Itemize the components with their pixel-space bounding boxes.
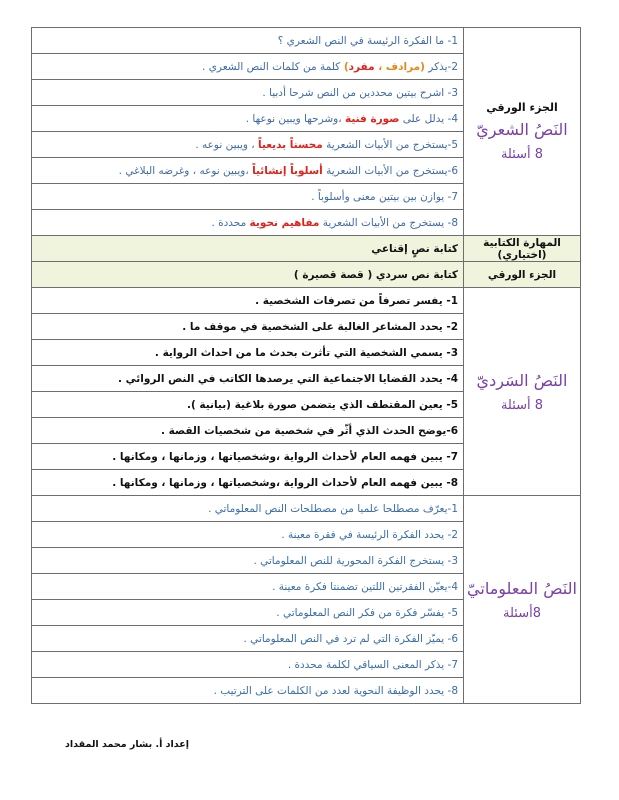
info-question-3: 3- يستخرج الفكرة المحورية للنص المعلوماتي . — [32, 548, 464, 574]
poetic-question-7: 7- يوازن بين بيتين معنى وأسلوباً . — [32, 184, 464, 210]
info-row-1 — [32, 496, 581, 522]
poetic-row-1 — [32, 28, 581, 54]
narrative-question-5: 5- يعين المقتطف الذي يتضمن صورة بلاغية (بيانية ). — [32, 392, 464, 418]
poetic-q6-part-a: 6-يستخرج من الأبيات الشعرية — [322, 164, 458, 177]
narrative-question-6: 6-يوضح الحدث الذي أثّر في شخصية من شخصيات القصة . — [32, 418, 464, 444]
narrative-section-label — [464, 288, 581, 496]
poetic-q2-part-e: كلمة من كلمات النص الشعري . — [202, 60, 341, 73]
info-question-5: 5- يفسّر فكرة من فكر النص المعلوماتي . — [32, 600, 464, 626]
writing-row-1 — [32, 236, 581, 262]
poetic-question-2 — [32, 54, 464, 80]
narrative-question-1: 1- يفسر تصرفاً من تصرفات الشخصية . — [32, 288, 464, 314]
poetic-q6-part-b: أسلوباً إنشائياً — [252, 164, 323, 177]
poetic-q8-part-b: مفاهيم نحوية — [249, 216, 320, 229]
narrative-question-3: 3- يسمي الشخصية التي تأثرت بحدث ما من احداث الرواية . — [32, 340, 464, 366]
narrative-count: 8 أسئلة — [500, 397, 544, 413]
narrative-row-1 — [32, 288, 581, 314]
poetic-q8-part-c: محددة . — [211, 216, 250, 229]
poetic-section-label — [464, 28, 581, 236]
poetic-q2-part-a: 2-يذكر — [424, 60, 458, 73]
info-count: 8أسئلة — [503, 605, 541, 621]
poetic-q4-part-c: ،وشرحها ويبين نوعها . — [245, 112, 345, 125]
poetic-q5-part-b: محسناً بديعياً — [258, 138, 323, 151]
poetic-question-8 — [32, 210, 464, 236]
poetic-q5-part-c: ، ويبين نوعه . — [195, 138, 259, 151]
writing-task-2: كتابة نص سردي ( قصة قصيرة ) — [32, 262, 464, 288]
poetic-count: 8 أسئلة — [500, 147, 544, 162]
info-question-6: 6- يميّز الفكرة التي لم ترد في النص المعلوماتي . — [32, 626, 464, 652]
poetic-q2-part-d: ) — [340, 60, 349, 73]
poetic-q2-part-c: مفرد — [348, 60, 375, 73]
poetic-q2-part-b: (مرادف ، — [374, 60, 425, 73]
info-question-7: 7- يذكر المعنى السياقي لكلمة محددة . — [32, 652, 464, 678]
exam-spec-table — [31, 27, 581, 704]
poetic-question-4 — [32, 106, 464, 132]
writing-task-1: كتابة نصٍ إقناعي — [32, 236, 464, 262]
narrative-question-7: 7- يبين فهمه العام لأحداث الرواية ،وشخصياتها ، وزمانها ، ومكانها . — [32, 444, 464, 470]
info-question-2: 2- يحدد الفكرة الرئيسة في فقرة معينة . — [32, 522, 464, 548]
poetic-q6-part-c: ،ويبين نوعه ، وغرضه البلاغي . — [118, 164, 253, 177]
poetic-q4-part-b: صورة فنية — [344, 112, 400, 125]
info-question-4: 4-يعيّن الفقرتين اللتين تضمنتا فكرة معينة . — [32, 574, 464, 600]
poetic-question-5 — [32, 132, 464, 158]
narrative-question-4: 4- يحدد القضايا الاجتماعية التي يرصدها الكاتب في النص الروائي . — [32, 366, 464, 392]
poetic-title: النَصُ الشعريّ — [476, 120, 568, 139]
poetic-question-3: 3- اشرح بيتين محددين من النص شرحا أدبيا . — [32, 80, 464, 106]
narrative-title: النَصُ السَرديّ — [476, 370, 568, 390]
narrative-question-2: 2- يحدد المشاعر الغالبة على الشخصية في موقف ما . — [32, 314, 464, 340]
poetic-q8-part-a: 8- يستخرج من الأبيات الشعرية — [319, 216, 458, 229]
poetic-question-1: 1- ما الفكرة الرئيسة في النص الشعري ؟ — [32, 28, 464, 54]
author-credit: إعداد أ. بشار محمد المقداد — [65, 739, 189, 750]
poetic-q5-part-a: 5-يستخرج من الأبيات الشعرية — [322, 138, 458, 151]
info-question-8: 8- يحدد الوظيفة النحوية لعدد من الكلمات على الترتيب . — [32, 678, 464, 704]
info-question-1: 1-يعرّف مصطلحا علميا من مصطلحات النص المعلوماتي . — [32, 496, 464, 522]
narrative-question-8: 8- يبين فهمه العام لأحداث الرواية ،وشخصياتها ، وزمانها ، ومكانها . — [32, 470, 464, 496]
poetic-part-label: الجزء الورقي — [486, 101, 558, 114]
writing-row-2 — [32, 262, 581, 288]
info-title: النَصُ المعلوماتيّ — [467, 578, 577, 598]
poetic-q4-part-a: 4- يدلل على — [399, 112, 458, 125]
poetic-question-6 — [32, 158, 464, 184]
writing-part-label: الجزء الورقي — [464, 262, 581, 288]
writing-skill-label: المهارة الكتابية (اختياري) — [464, 236, 581, 262]
info-section-label — [464, 496, 581, 704]
